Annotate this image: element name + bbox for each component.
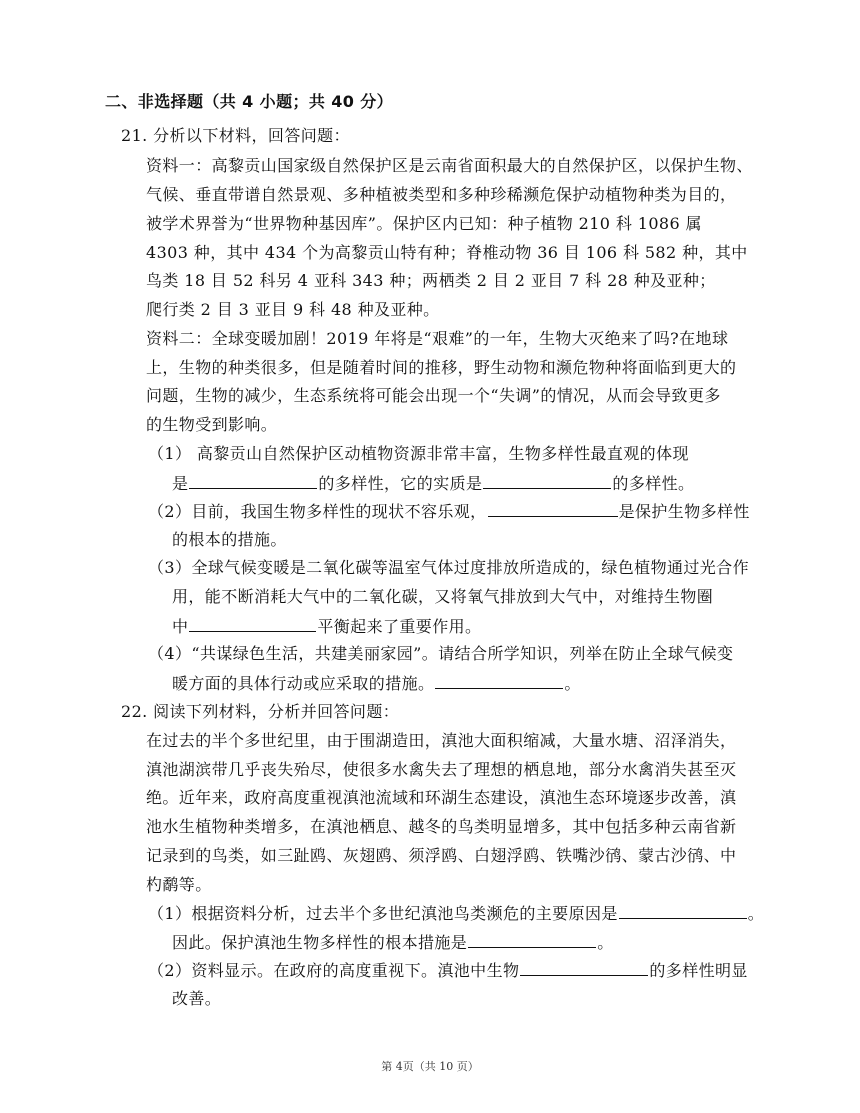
q22-part1-text-c: 因此。保护滇池生物多样性的根本措施是 [172,933,468,952]
q21-part1-text-b: 的多样性，它的实质是 [318,474,483,493]
q21-part2-text-b: 是保护生物多样性 [618,502,750,521]
q22-material-line: 池水生植物种类增多，在滇池栖息、越冬的鸟类明显增多，其中包括多种云南省新 [146,817,737,836]
answer-blank[interactable] [189,472,317,489]
q21-material2-line: 问题，生物的减少，生态系统将可能会出现一个“失调”的情况，从而会导致更多 [146,386,721,405]
q21-part4-text-b: 。 [564,674,581,693]
q22-material-line: 杓鹬等。 [146,875,212,894]
q22-part1-line2 [172,931,614,954]
answer-blank[interactable] [619,902,747,919]
q22-material-line: 在过去的半个多世纪里，由于围湖造田，滇池大面积缩减，大量水塘、沼泽消失， [146,731,737,750]
q21-part1-line2 [172,472,694,495]
q21-part4-text-a: 暖方面的具体行动或应采取的措施。 [172,674,435,693]
q21-part1-text-c: 的多样性。 [612,474,695,493]
page-footer: 第 4页（共 10 页） [381,1060,479,1073]
q22-part1-text-a: （1）根据资料分析，过去半个多世纪滇池鸟类濒危的主要原因是 [148,904,618,923]
q22-part1-text-b: 。 [747,904,765,923]
q21-part3-text-b: 平衡起来了重要作用。 [317,617,482,636]
q21-stem: 21. 分析以下材料，回答问题： [121,126,350,145]
q22-part2-line1 [148,959,748,982]
q22-material-line: 记录到的鸟类，如三趾鸥、灰翅鸥、须浮鸥、白翅浮鸥、铁嘴沙鸻、蒙古沙鸻、中 [146,846,737,865]
answer-blank[interactable] [468,931,596,948]
answer-blank[interactable] [435,672,563,689]
q21-part3-line1: （3）全球气候变暖是二氧化碳等温室气体过度排放所造成的，绿色植物通过光合作 [148,558,749,577]
q22-part1-text-d: 。 [597,933,614,952]
section-title: 二、非选择题（共 4 小题；共 40 分） [105,92,394,111]
q21-material1-line: 4303 种，其中 434 个为高黎贡山特有种；脊椎动物 36 目 106 科 582 种，其中 [146,243,748,262]
answer-blank[interactable] [520,959,648,976]
q21-material1-line: 被学术界誉为“世界物种基因库”。保护区内已知：种子植物 210 科 1086 属 [146,214,702,233]
q21-part3-line2: 用，能不断消耗大气中的二氧化碳，又将氧气排放到大气中，对维持生物圈 [172,587,714,606]
q21-part1-text-a: 是 [172,474,189,493]
q21-material1-line: 气候、垂直带谱自然景观、多种植被类型和多种珍稀濒危保护动植物种类为目的， [146,185,737,204]
q22-material-line: 绝。近年来，政府高度重视滇池流域和环湖生态建设，滇池生态环境逐步改善，滇 [146,788,737,807]
q21-part2-text-a: （2）目前，我国生物多样性的现状不容乐观， [148,502,487,521]
q21-material1-line: 鸟类 18 目 52 科另 4 亚科 343 种；两栖类 2 目 2 亚目 7 科 28 种及亚种； [146,271,716,290]
q21-part3-text-a: 中 [172,617,189,636]
answer-blank[interactable] [189,615,316,632]
q21-part4-line1: （4）“共谋绿色生活，共建美丽家园”。请结合所学知识，列举在防止全球气候变 [148,644,734,663]
q22-part1-line1 [148,902,764,925]
q21-part3-line3 [172,615,481,638]
q22-material-line: 滇池湖滨带几乎丧失殆尽，使很多水禽失去了理想的栖息地，部分水禽消失甚至灭 [146,760,737,779]
q22-part2-text-a: （2）资料显示。在政府的高度重视下。滇池中生物 [148,961,520,980]
q22-stem: 22. 阅读下列材料，分析并回答问题： [121,702,400,721]
answer-blank[interactable] [488,500,618,517]
q21-material1-line: 资料一：高黎贡山国家级自然保护区是云南省面积最大的自然保护区，以保护生物、 [146,156,753,175]
q21-part1-line1: （1） 高黎贡山自然保护区动植物资源非常丰富，生物多样性最直观的体现 [148,444,689,463]
q21-part4-line2 [172,672,581,695]
q22-part2-line2: 改善。 [172,989,222,1008]
q21-material2-line: 上，生物的种类很多，但是随着时间的推移，野生动物和濒危物种将面临到更大的 [146,358,737,377]
q21-material2-line: 的生物受到影响。 [146,415,278,434]
answer-blank[interactable] [483,472,611,489]
q22-part2-text-b: 的多样性明显 [649,961,748,980]
q21-material1-line: 爬行类 2 目 3 亚目 9 科 48 种及亚种。 [146,300,440,319]
q21-material2-line: 资料二：全球变暖加剧！2019 年将是“艰难”的一年，生物大灭绝来了吗?在地球 [146,329,729,348]
q21-part2-line1 [148,500,750,523]
q21-part2-line2: 的根本的措施。 [172,530,287,549]
